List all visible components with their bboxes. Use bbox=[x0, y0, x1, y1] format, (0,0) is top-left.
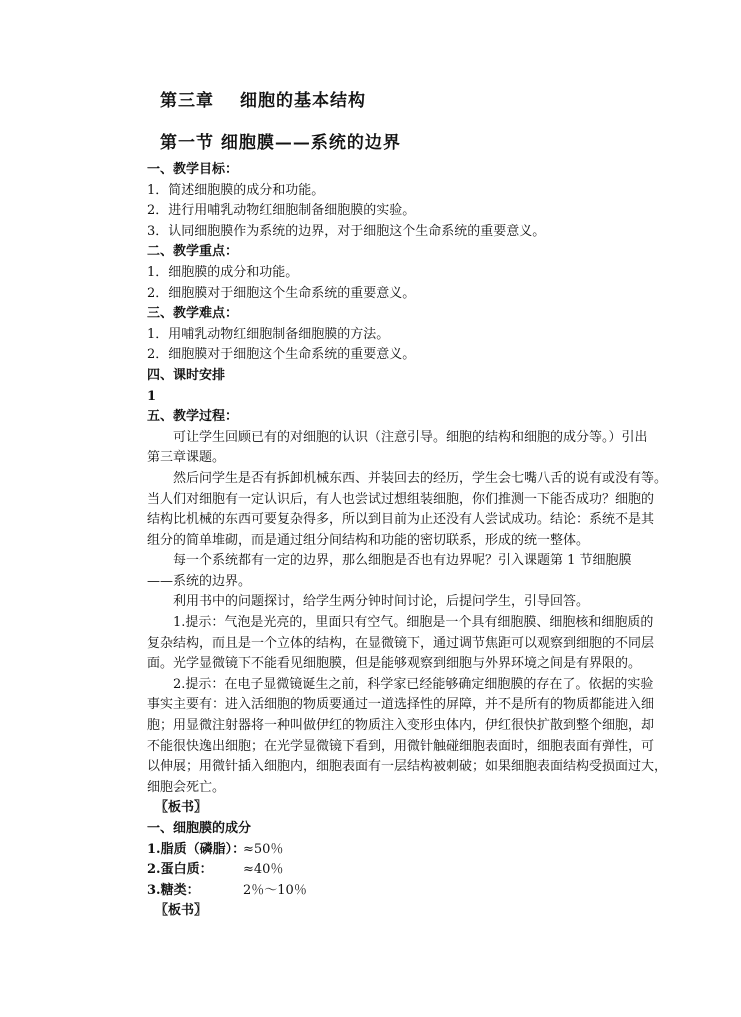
heading-line: 五、教学过程： bbox=[147, 409, 239, 425]
board-label: 〖板书〗 bbox=[155, 800, 208, 816]
text-line: 以伸展；用微针插入细胞内，细胞表面有一层结构被刺破；如果细胞表面结构受损面过大， bbox=[147, 759, 667, 775]
text-line: 2．细胞膜对于细胞这个生命系统的重要意义。 bbox=[147, 347, 416, 363]
text-line: 胞；用显微注射器将一种叫做伊红的物质注入变形虫体内，伊红很快扩散到整个细胞，却 bbox=[147, 718, 655, 734]
component-value: ≈50％ bbox=[243, 841, 284, 857]
heading-line: 三、教学难点： bbox=[147, 306, 239, 322]
text-line: 1.提示：气泡是光亮的，里面只有空气。细胞是一个具有细胞膜、细胞核和细胞质的 bbox=[147, 615, 654, 631]
heading-line: 一、细胞膜的成分 bbox=[147, 821, 252, 836]
component-name: 1.脂质（磷脂）： bbox=[147, 841, 246, 857]
chapter-number: 第三章 bbox=[160, 91, 214, 111]
text-line: 2．细胞膜对于细胞这个生命系统的重要意义。 bbox=[147, 285, 416, 301]
text-line: 组分的简单堆砌，而是通过组分间结构和功能的密切联系，形成的统一整体。 bbox=[147, 532, 590, 548]
text-line: 结构比机械的东西可要复杂得多，所以到目前为止还没有人尝试成功。结论：系统不是其 bbox=[147, 512, 655, 528]
component-name: 3.糖类： bbox=[147, 882, 200, 898]
heading-line: 1 bbox=[147, 388, 157, 404]
component-name: 2.蛋白质： bbox=[147, 862, 213, 878]
text-line: 第三章课题。 bbox=[147, 450, 226, 466]
text-line: 当人们对细胞有一定认识后，有人也尝试过想组装细胞，你们推测一下能否成功？细胞的 bbox=[147, 491, 655, 507]
component-value: 2％～10％ bbox=[243, 882, 307, 898]
text-line: 每一个系统都有一定的边界，那么细胞是否也有边界呢？引入课题第 1 节细胞膜 bbox=[147, 553, 632, 569]
text-line: 2．进行用哺乳动物红细胞制备细胞膜的实验。 bbox=[147, 203, 416, 219]
text-line: 然后问学生是否有拆卸机械东西、并装回去的经历，学生会七嘴八舌的说有或没有等。 bbox=[147, 470, 667, 486]
text-line: 1．用哺乳动物红细胞制备细胞膜的方法。 bbox=[147, 326, 390, 342]
text-line: 面。光学显微镜下不能看见细胞膜，但是能够观察到细胞与外界环境之间是有界限的。 bbox=[147, 656, 642, 672]
text-line: 1．简述细胞膜的成分和功能。 bbox=[147, 182, 325, 198]
component-row bbox=[147, 840, 667, 861]
component-row bbox=[147, 860, 667, 881]
heading-line: 二、教学重点： bbox=[147, 244, 239, 260]
chapter-title: 细胞的基本结构 bbox=[240, 91, 366, 111]
text-line: ——系统的边界。 bbox=[147, 573, 252, 589]
heading-line: 一、教学目标： bbox=[147, 162, 239, 177]
board-label: 〖板书〗 bbox=[155, 903, 208, 919]
text-line: 2.提示：在电子显微镜诞生之前，科学家已经能够确定细胞膜的存在了。依据的实验 bbox=[147, 676, 654, 692]
text-line: 可让学生回顾已有的对细胞的认识（注意引导。细胞的结构和细胞的成分等。）引出 bbox=[147, 429, 648, 445]
text-line: 3．认同细胞膜作为系统的边界，对于细胞这个生命系统的重要意义。 bbox=[147, 223, 546, 239]
text-line: 不能很快逸出细胞；在光学显微镜下看到，用微针触碰细胞表面时，细胞表面有弹性，可 bbox=[147, 738, 655, 754]
text-line: 复杂结构，而且是一个立体的结构，在显微镜下，通过调节焦距可以观察到细胞的不同层 bbox=[147, 635, 655, 651]
text-line: 利用书中的问题探讨，给学生两分钟时间讨论，后提问学生，引导回答。 bbox=[147, 594, 590, 610]
heading-line: 四、课时安排 bbox=[147, 367, 226, 383]
section-heading: 第一节 细胞膜——系统的边界 bbox=[160, 133, 401, 153]
component-row bbox=[147, 881, 667, 902]
text-line: 1．细胞膜的成分和功能。 bbox=[147, 264, 299, 280]
text-line: 细胞会死亡。 bbox=[147, 779, 226, 795]
component-value: ≈40％ bbox=[243, 862, 284, 878]
chapter-heading bbox=[160, 86, 366, 111]
text-line: 事实主要有：进入活细胞的物质要通过一道选择性的屏障，并不是所有的物质都能进入细 bbox=[147, 697, 655, 713]
document-body bbox=[147, 160, 667, 922]
